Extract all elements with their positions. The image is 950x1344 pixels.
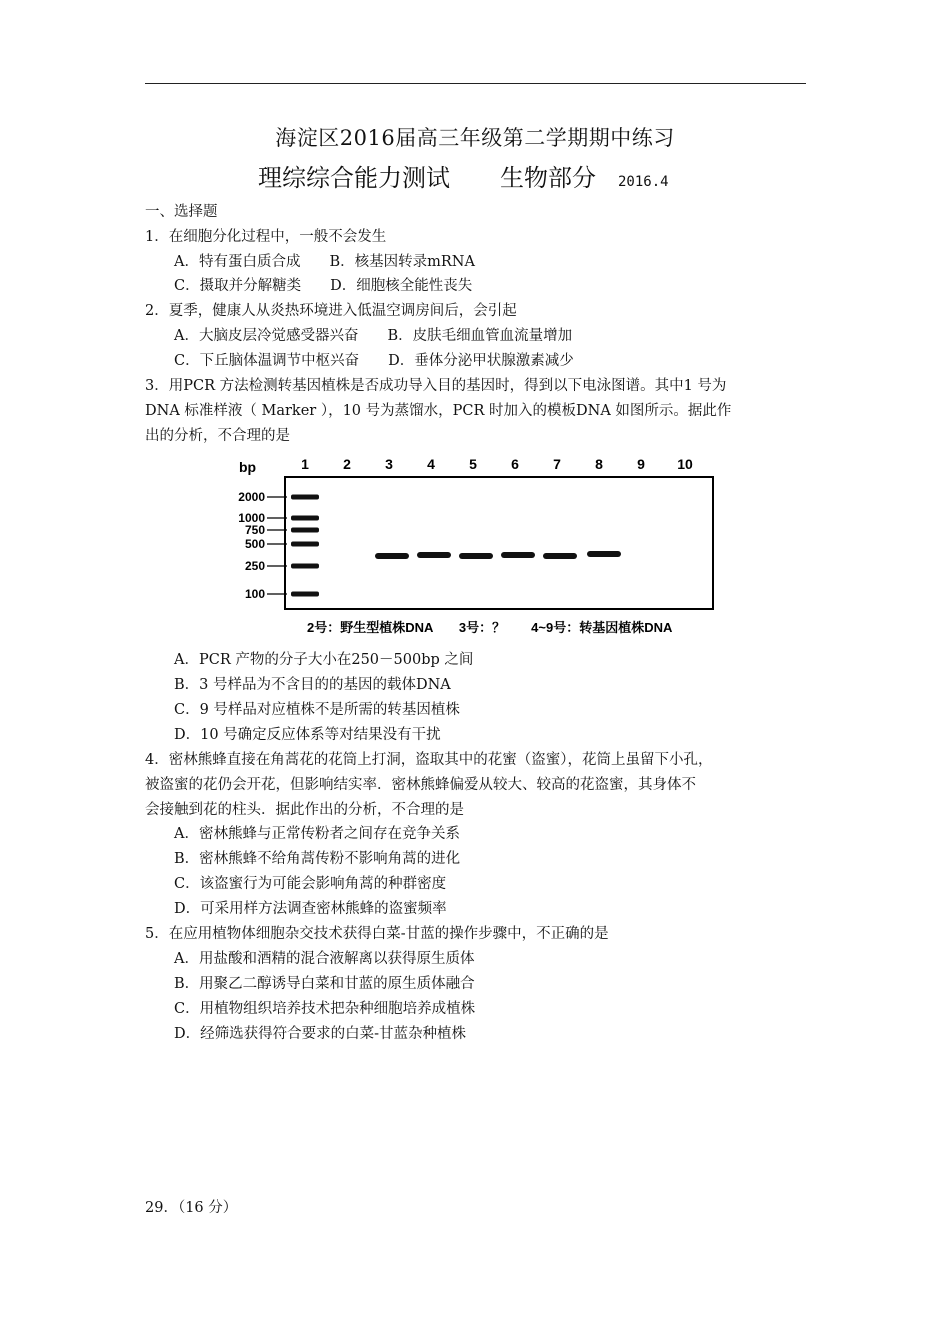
sample-band-lane-7: [543, 553, 577, 559]
marker-label-250: 250: [244, 559, 265, 573]
sample-band-lane-6: [501, 552, 535, 558]
lane-label-9: 9: [637, 456, 645, 472]
question-2-stem: 2．夏季，健康人从炎热环境进入低温空调房间后，会引起: [145, 303, 517, 319]
question-3-stem-line-3: 出的分析，不合理的是: [145, 428, 290, 444]
marker-label-500: 500: [244, 537, 265, 551]
lane-label-10: 10: [677, 456, 693, 472]
gel-caption: 2号：野生型植株DNA 3号：？ 4~9号：转基因植株DNA: [307, 620, 673, 635]
sample-band-lane-3: [375, 553, 409, 559]
question-1-options-row-2: C．摄取并分解糖类 D．细胞核全能性丧失: [174, 278, 473, 294]
question-3-option-b: B．3 号样品为不含目的的基因的载体DNA: [174, 677, 451, 693]
question-1-stem: 1．在细胞分化过程中，一般不会发生: [145, 229, 387, 245]
question-4-option-b: B．密林熊蜂不给角蒿传粉不影响角蒿的进化: [174, 851, 461, 867]
question-29-heading: 29．（16 分）: [145, 1200, 238, 1216]
exam-subtitle: [258, 158, 669, 193]
gel-frame: [285, 477, 713, 609]
question-5-option-a: A．用盐酸和酒精的混合液解离以获得原生质体: [174, 951, 475, 967]
lane-label-2: 2: [343, 456, 351, 472]
question-4-stem-line-1: 4．密林熊蜂直接在角蒿花的花筒上打洞，盗取其中的花蜜（盗蜜），花筒上虽留下小孔，: [145, 752, 713, 768]
lane-label-1: 1: [301, 456, 309, 472]
question-4-option-a: A．密林熊蜂与正常传粉者之间存在竞争关系: [174, 826, 460, 842]
header-rule: [145, 83, 806, 84]
lane-label-8: 8: [595, 456, 603, 472]
exam-date: 2016.4: [618, 174, 669, 190]
marker-band-100: [291, 592, 319, 597]
marker-label-750: 750: [244, 523, 265, 537]
lane-label-4: 4: [427, 456, 435, 472]
marker-band-500: [291, 542, 319, 547]
question-5-option-d: D．经筛选获得符合要求的白菜-甘蓝杂种植株: [174, 1026, 467, 1042]
marker-band-2000: [291, 495, 319, 500]
lane-label-6: 6: [511, 456, 519, 472]
sample-band-lane-4: [417, 552, 451, 558]
section-heading: 一、选择题: [145, 204, 218, 220]
marker-band-1000: [291, 516, 319, 521]
gel-electrophoresis-figure: [225, 452, 725, 642]
sample-band-lane-5: [459, 553, 493, 559]
question-3-stem-line-2: DNA 标准样液（ Marker ），10 号为蒸馏水，PCR 时加入的模板DNA 如图所示。据此作: [145, 403, 732, 419]
subtitle-right: 生物部分: [500, 164, 596, 192]
gel-y-label: bp: [239, 459, 257, 475]
question-4-stem-line-3: 会接触到花的柱头．据此作出的分析，不合理的是: [145, 802, 464, 818]
sample-band-lane-8: [587, 551, 621, 557]
exam-title: 海淀区2016届高三年级第二学期期中练习: [275, 126, 675, 150]
marker-label-100: 100: [244, 587, 265, 601]
question-5-option-b: B．用聚乙二醇诱导白菜和甘蓝的原生质体融合: [174, 976, 475, 992]
question-5-stem: 5．在应用植物体细胞杂交技术获得白菜-甘蓝的操作步骤中，不正确的是: [145, 926, 609, 942]
question-3-stem-line-1: 3．用PCR 方法检测转基因植株是否成功导入目的基因时，得到以下电泳图谱。其中1 号为: [145, 378, 727, 394]
question-3-option-c: C．9 号样品对应植株不是所需的转基因植株: [174, 702, 460, 718]
question-4-stem-line-2: 被盗蜜的花仍会开花，但影响结实率．密林熊蜂偏爱从较大、较高的花盗蜜，其身体不: [145, 777, 696, 793]
marker-band-750: [291, 528, 319, 533]
question-4-option-d: D．可采用样方法调查密林熊蜂的盗蜜频率: [174, 901, 447, 917]
lane-label-7: 7: [553, 456, 561, 472]
lane-label-3: 3: [385, 456, 393, 472]
question-1-options-row-1: A．特有蛋白质合成 B．核基因转录mRNA: [174, 254, 475, 270]
subtitle-left: 理综综合能力测试: [258, 164, 450, 192]
question-5-option-c: C．用植物组织培养技术把杂种细胞培养成植株: [174, 1001, 476, 1017]
question-3-option-a: A．PCR 产物的分子大小在250－500bp 之间: [174, 652, 474, 668]
question-2-options-row-1: A．大脑皮层冷觉感受器兴奋 B．皮肤毛细血管血流量增加: [174, 328, 573, 344]
marker-band-250: [291, 564, 319, 569]
marker-label-1000: 1000: [238, 511, 265, 525]
question-2-options-row-2: C．下丘脑体温调节中枢兴奋 D．垂体分泌甲状腺激素减少: [174, 353, 574, 369]
question-3-option-d: D．10 号确定反应体系等对结果没有干扰: [174, 727, 441, 743]
question-4-option-c: C．该盗蜜行为可能会影响角蒿的种群密度: [174, 876, 447, 892]
lane-label-5: 5: [469, 456, 477, 472]
marker-label-2000: 2000: [238, 490, 265, 504]
